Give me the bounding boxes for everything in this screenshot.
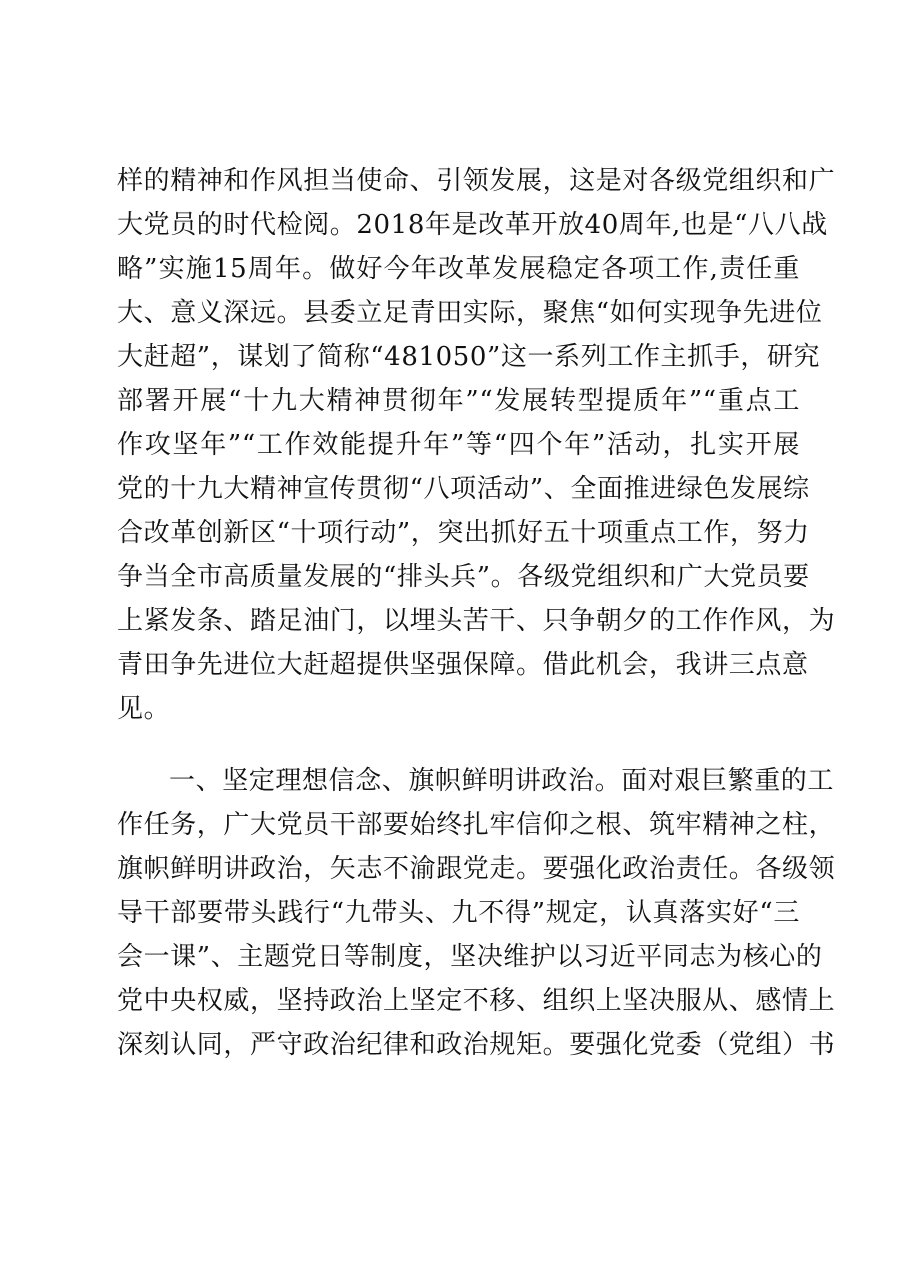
paragraph-line: 深刻认同，严守政治纪律和政治规矩。要强化党委（党组）书 <box>117 1030 836 1060</box>
section-heading-line: 一、坚定理想信念、旗帜鲜明讲政治。面对艰巨繁重的工 <box>169 766 835 796</box>
paragraph-1 <box>117 159 836 731</box>
paragraph-line: 上紧发条、踏足油门，以埋头苦干、只争朝夕的工作作风，为 <box>117 606 836 636</box>
paragraph-line: 大赶超”，谋划了简称“481050”这一系列工作主抓手，研究 <box>117 342 821 372</box>
paragraph-line: 青田争先进位大赶超提供坚强保障。借此机会，我讲三点意 <box>117 650 809 680</box>
paragraph-line: 作任务，广大党员干部要始终扎牢信仰之根、筑牢精神之柱， <box>117 810 836 840</box>
paragraph-line: 导干部要带头践行“九带头、九不得”规定，认真落实好“三 <box>117 898 800 928</box>
paragraph-line: 合改革创新区“十项行动”，突出抓好五十项重点工作，努力 <box>117 518 810 548</box>
paragraph-line: 作攻坚年”“工作效能提升年”等“四个年”活动，扎实开展 <box>117 430 800 460</box>
paragraph-line: 略”实施15周年。做好今年改革发展稳定各项工作,责任重 <box>117 254 800 284</box>
paragraph-line: 旗帜鲜明讲政治，矢志不渝跟党走。要强化政治责任。各级领 <box>117 854 836 884</box>
paragraph-line: 大党员的时代检阅。2018年是改革开放40周年,也是“八八战 <box>117 210 828 240</box>
paragraph-line: 党中央权威，坚持政治上坚定不移、组织上坚决服从、感情上 <box>117 986 836 1016</box>
paragraph-line: 会一课”、主题党日等制度，坚决维护以习近平同志为核心的 <box>117 942 823 972</box>
paragraph-line: 部署开展“十九大精神贯彻年”“发展转型提质年”“重点工 <box>117 386 800 416</box>
paragraph-line: 争当全市高质量发展的“排头兵”。各级党组织和广大党员要 <box>117 562 810 592</box>
paragraph-line: 样的精神和作风担当使命、引领发展，这是对各级党组织和广 <box>117 166 836 196</box>
paragraph-2 <box>117 759 836 1067</box>
paragraph-line: 大、意义深远。县委立足青田实际，聚焦“如何实现争先进位 <box>117 298 823 328</box>
paragraph-line: 党的十九大精神宣传贯彻“八项活动”、全面推进绿色发展综 <box>117 474 810 504</box>
paragraph-line: 见。 <box>117 694 171 724</box>
